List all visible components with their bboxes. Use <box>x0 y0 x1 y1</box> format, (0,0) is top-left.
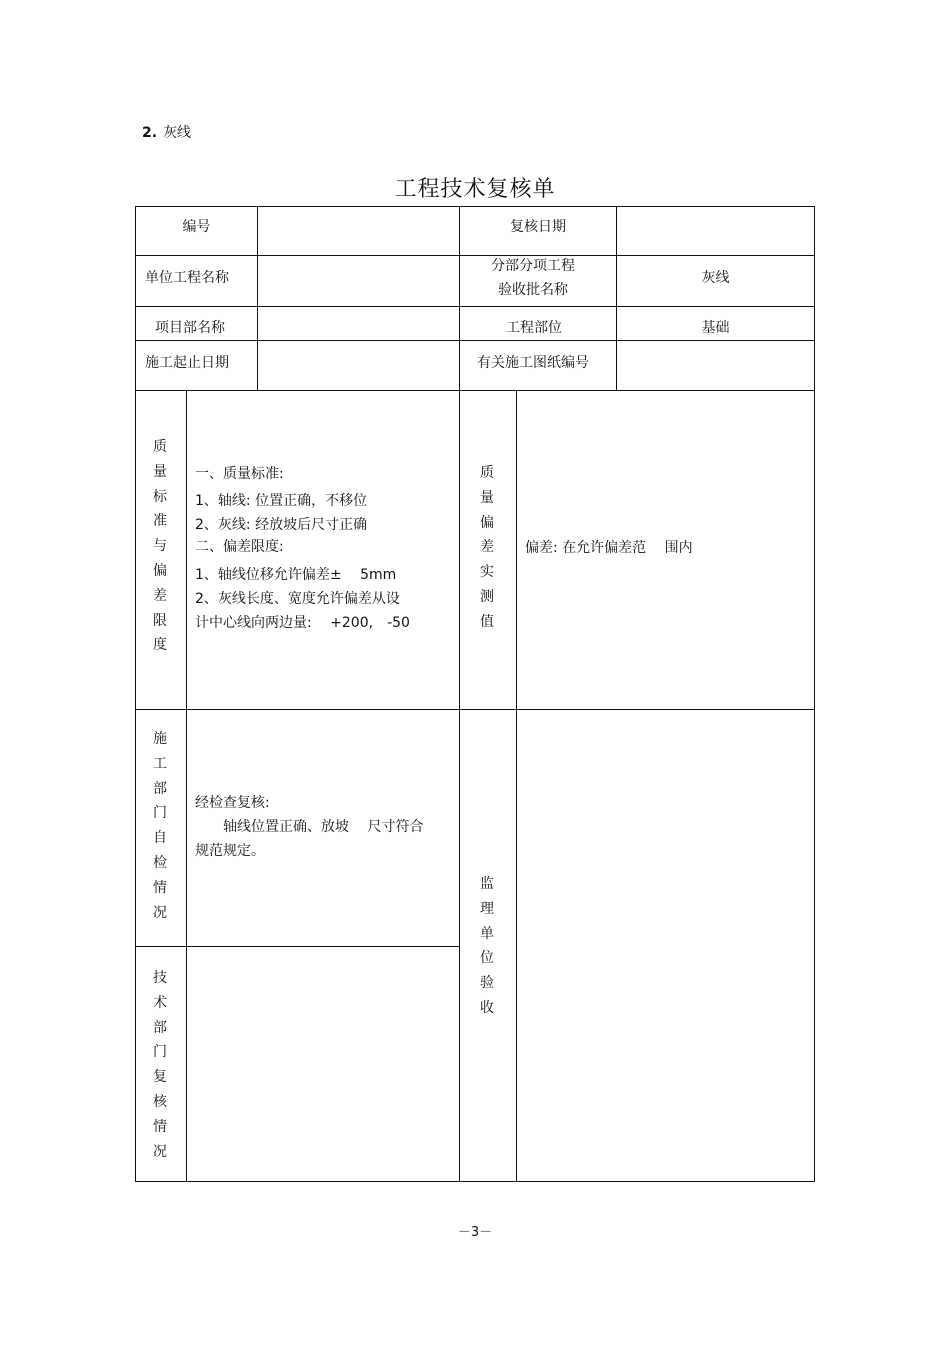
quality-line: 计中心线向两边量: +200, -50 <box>195 615 410 631</box>
period-label: 施工起止日期 <box>145 355 229 371</box>
part-value: 基础 <box>701 320 730 336</box>
self-check-content <box>195 791 457 863</box>
quality-line: 2、灰线: 经放坡后尺寸正确 <box>195 517 368 533</box>
self-check-line: 规范规定。 <box>195 843 265 859</box>
quality-standard-label: 质 量 标 准 与 偏 差 限 度 <box>153 439 167 654</box>
measured-deviation-label: 质 量 偏 差 实 测 值 <box>480 465 494 630</box>
supervisor-acceptance-label: 监 理 单 位 验 收 <box>480 876 494 1016</box>
self-check-label: 施 工 部 门 自 检 情 况 <box>153 731 167 921</box>
unit-project-label: 单位工程名称 <box>145 270 229 286</box>
drawing-label: 有关施工图纸编号 <box>477 355 589 371</box>
row-divider <box>135 946 460 947</box>
check-date-label: 复核日期 <box>510 219 566 235</box>
table-border-top <box>135 206 815 207</box>
part-label: 工程部位 <box>506 320 562 336</box>
column-divider <box>257 206 258 391</box>
self-check-line: 轴线位置正确、放坡 尺寸符合 <box>195 819 424 835</box>
subproject-label-line-1: 分部分项工程 <box>491 258 575 274</box>
quality-line: 一、质量标准: <box>195 466 284 482</box>
row-divider <box>135 390 815 391</box>
quality-line: 1、轴线: 位置正确，不移位 <box>195 493 368 509</box>
subproject-label-line-2: 验收批名称 <box>498 282 568 298</box>
self-check-line: 经检查复核: <box>195 795 270 811</box>
row-divider <box>135 709 815 710</box>
number-label: 编号 <box>182 219 211 235</box>
column-divider <box>186 390 187 1182</box>
row-divider <box>135 306 815 307</box>
quality-line: 二、偏差限度: <box>195 539 284 555</box>
dept-name-label: 项目部名称 <box>155 320 225 336</box>
column-divider <box>516 390 517 1182</box>
section-title: 灰线 <box>163 125 192 141</box>
column-divider <box>616 206 617 391</box>
table-border-left <box>135 206 136 1182</box>
table-border-bottom <box>135 1181 815 1182</box>
table-border-right <box>814 206 815 1182</box>
tech-check-label: 技 术 部 门 复 核 情 况 <box>153 970 167 1160</box>
page-title: 工程技术复核单 <box>394 177 556 202</box>
subproject-value: 灰线 <box>701 270 730 286</box>
measured-deviation-value: 偏差: 在允许偏差范 围内 <box>525 540 693 556</box>
row-divider <box>135 340 815 341</box>
quality-standard-content <box>195 462 457 635</box>
quality-line: 1、轴线位移允许偏差± 5mm <box>195 567 397 583</box>
quality-line: 2、灰线长度、宽度允许偏差从设 <box>195 591 400 607</box>
page-number: －3－ <box>457 1225 493 1240</box>
section-heading <box>142 122 191 142</box>
section-number: 2. <box>142 125 158 141</box>
